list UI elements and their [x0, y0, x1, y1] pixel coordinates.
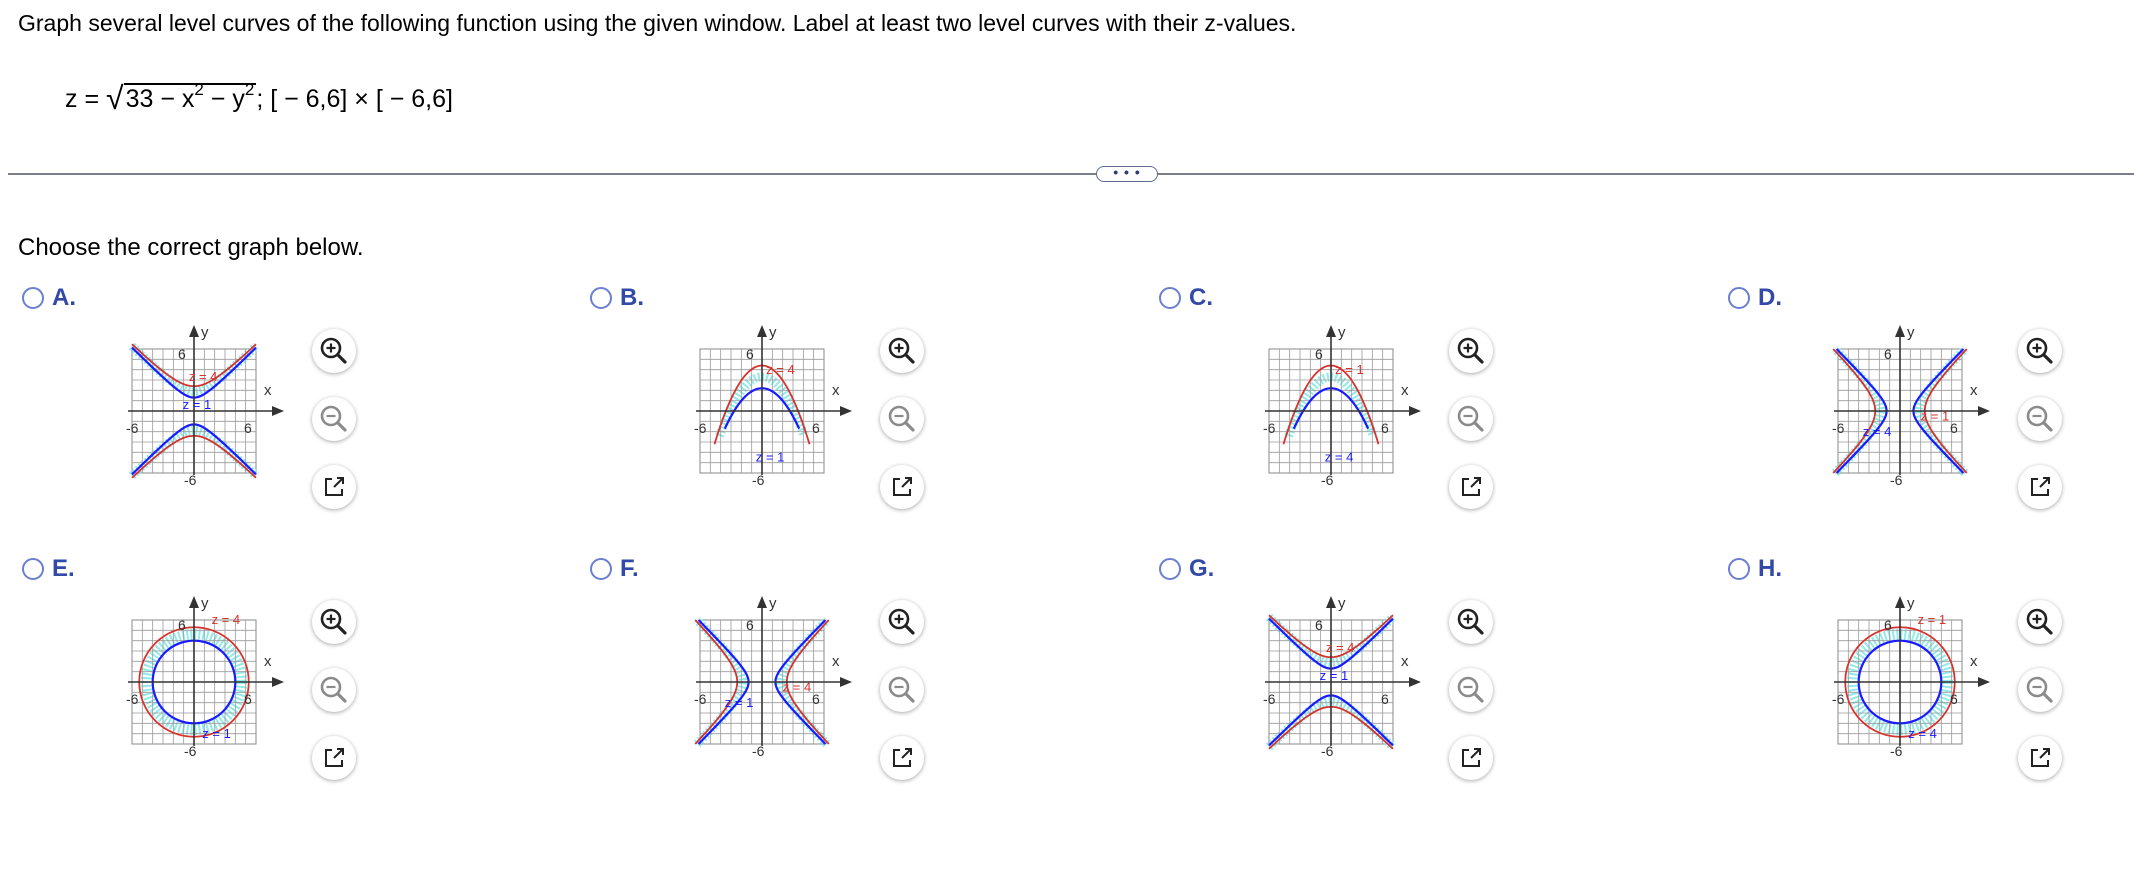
option-letter[interactable]: G. — [1189, 555, 1215, 582]
y-min-tick-label: -6 — [1321, 743, 1334, 758]
popout-icon — [880, 465, 924, 509]
zoom-out-icon — [1449, 668, 1493, 712]
popout-button[interactable] — [312, 465, 356, 509]
option-letter[interactable]: B. — [620, 284, 644, 311]
exponent-b: 2 — [244, 79, 255, 99]
zoom-out-icon — [880, 668, 924, 712]
option-letter[interactable]: A. — [52, 284, 76, 311]
x-max-tick-label: 6 — [1950, 691, 1958, 707]
inner-level-label: z = 4 — [1862, 423, 1892, 439]
x-max-tick-label: 6 — [1381, 420, 1389, 436]
y-max-tick-label: 6 — [178, 617, 186, 633]
outer-level-label: z = 4 — [782, 679, 812, 695]
option-radio-button[interactable] — [1159, 287, 1181, 309]
y-axis-label: y — [201, 595, 209, 612]
level-curve-graph — [94, 317, 284, 487]
option-radio-button[interactable] — [590, 558, 612, 580]
x-axis-label: x — [832, 382, 840, 399]
x-max-tick-label: 6 — [812, 420, 820, 436]
y-axis-label: y — [769, 595, 777, 612]
option-graph — [1800, 317, 1990, 487]
inner-level-label: z = 1 — [182, 396, 212, 412]
x-axis-label: x — [1970, 382, 1978, 399]
y-axis-label: y — [1907, 595, 1915, 612]
option-letter[interactable]: H. — [1758, 555, 1782, 582]
y-axis-label: y — [201, 324, 209, 341]
y-max-tick-label: 6 — [1884, 346, 1892, 362]
zoom-in-icon — [2018, 329, 2062, 373]
option-radio-button[interactable] — [22, 558, 44, 580]
zoom-out-button[interactable] — [880, 668, 924, 712]
y-axis-label: y — [1338, 595, 1346, 612]
popout-button[interactable] — [2018, 465, 2062, 509]
zoom-in-button[interactable] — [880, 329, 924, 373]
x-max-tick-label: 6 — [812, 691, 820, 707]
popout-button[interactable] — [880, 465, 924, 509]
zoom-out-icon — [2018, 397, 2062, 441]
popout-icon — [2018, 736, 2062, 780]
outer-level-label: z = 1 — [1335, 361, 1364, 377]
inner-level-label: z = 1 — [202, 725, 231, 741]
option-radio-button[interactable] — [1159, 558, 1181, 580]
zoom-out-button[interactable] — [1449, 397, 1493, 441]
radical-sign: √ — [106, 80, 124, 116]
inner-level-label: z = 1 — [755, 449, 785, 465]
x-axis-label: x — [832, 653, 840, 670]
inner-level-label: z = 4 — [1908, 725, 1937, 741]
zoom-in-icon — [880, 600, 924, 644]
zoom-in-icon — [880, 329, 924, 373]
x-min-tick-label: -6 — [694, 691, 707, 707]
x-axis-label: x — [1970, 653, 1978, 670]
zoom-out-icon — [1449, 397, 1493, 441]
zoom-in-button[interactable] — [2018, 600, 2062, 644]
popout-button[interactable] — [1449, 736, 1493, 780]
option-radio-button[interactable] — [1728, 287, 1750, 309]
zoom-in-icon — [1449, 600, 1493, 644]
zoom-in-button[interactable] — [880, 600, 924, 644]
x-min-tick-label: -6 — [1832, 691, 1845, 707]
y-min-tick-label: -6 — [1321, 472, 1334, 487]
y-axis-label: y — [769, 324, 777, 341]
level-curve-graph — [94, 588, 284, 758]
x-min-tick-label: -6 — [126, 420, 139, 436]
inner-level-label: z = 1 — [724, 694, 754, 710]
function-formula — [65, 78, 453, 115]
option-radio-button[interactable] — [590, 287, 612, 309]
popout-icon — [1449, 465, 1493, 509]
x-min-tick-label: -6 — [126, 691, 139, 707]
outer-level-label: z = 1 — [1920, 408, 1950, 424]
x-axis-label: x — [1401, 653, 1409, 670]
zoom-out-icon — [2018, 668, 2062, 712]
outer-level-label: z = 4 — [211, 612, 241, 628]
x-min-tick-label: -6 — [1263, 420, 1276, 436]
radicand-b: − y — [203, 85, 245, 113]
popout-button[interactable] — [2018, 736, 2062, 780]
zoom-out-icon — [312, 668, 356, 712]
x-axis-label: x — [1401, 382, 1409, 399]
popout-button[interactable] — [312, 736, 356, 780]
popout-icon — [312, 465, 356, 509]
radicand — [124, 79, 257, 113]
level-curve-graph — [1800, 588, 1990, 758]
zoom-out-button[interactable] — [2018, 397, 2062, 441]
level-curve-graph — [662, 317, 852, 487]
y-max-tick-label: 6 — [1315, 346, 1323, 362]
option-letter[interactable]: F. — [620, 555, 639, 582]
x-max-tick-label: 6 — [244, 420, 252, 436]
level-curve-graph — [1800, 317, 1990, 487]
zoom-out-button[interactable] — [1449, 668, 1493, 712]
window: ; [ − 6,6] × [ − 6,6] — [256, 85, 453, 113]
option-graph — [1231, 317, 1421, 487]
popout-icon — [880, 736, 924, 780]
y-min-tick-label: -6 — [1890, 472, 1903, 487]
zoom-out-icon — [312, 397, 356, 441]
radicand-a: 33 − x — [125, 85, 195, 113]
x-max-tick-label: 6 — [1950, 420, 1958, 436]
zoom-in-button[interactable] — [1449, 329, 1493, 373]
zoom-in-icon — [2018, 600, 2062, 644]
y-min-tick-label: -6 — [752, 472, 765, 487]
option-graph — [662, 317, 852, 487]
level-curve-graph — [1231, 588, 1421, 758]
y-max-tick-label: 6 — [746, 346, 754, 362]
zoom-out-button[interactable] — [312, 397, 356, 441]
y-max-tick-label: 6 — [746, 617, 754, 633]
exponent-a: 2 — [194, 79, 204, 99]
x-min-tick-label: -6 — [694, 420, 707, 436]
y-max-tick-label: 6 — [178, 346, 186, 362]
formula-lhs: z = — [65, 85, 100, 113]
inner-level-label: z = 4 — [1324, 449, 1354, 465]
option-letter[interactable]: D. — [1758, 284, 1782, 311]
outer-level-label: z = 4 — [1325, 640, 1355, 656]
x-axis-label: x — [264, 382, 272, 399]
y-min-tick-label: -6 — [752, 743, 765, 758]
divider — [8, 173, 2134, 175]
question-prompt: Choose the correct graph below. — [18, 234, 364, 261]
x-min-tick-label: -6 — [1263, 691, 1276, 707]
option-graph — [662, 588, 852, 758]
y-min-tick-label: -6 — [184, 472, 197, 487]
popout-icon — [1449, 736, 1493, 780]
level-curve-graph — [1231, 317, 1421, 487]
zoom-out-button[interactable] — [312, 668, 356, 712]
x-max-tick-label: 6 — [244, 691, 252, 707]
popout-icon — [312, 736, 356, 780]
option-letter[interactable]: C. — [1189, 284, 1213, 311]
y-min-tick-label: -6 — [1890, 743, 1903, 758]
outer-level-label: z = 1 — [1917, 612, 1947, 628]
zoom-in-button[interactable] — [2018, 329, 2062, 373]
option-graph — [1231, 588, 1421, 758]
option-radio-button[interactable] — [1728, 558, 1750, 580]
popout-button[interactable] — [1449, 465, 1493, 509]
y-axis-label: y — [1338, 324, 1346, 341]
y-axis-label: y — [1907, 324, 1915, 341]
y-max-tick-label: 6 — [1315, 617, 1323, 633]
option-letter[interactable]: E. — [52, 555, 75, 582]
zoom-in-button[interactable] — [312, 600, 356, 644]
option-graph — [94, 317, 284, 487]
outer-level-label: z = 4 — [766, 361, 795, 377]
zoom-in-button[interactable] — [1449, 600, 1493, 644]
level-curve-graph — [662, 588, 852, 758]
y-max-tick-label: 6 — [1884, 617, 1892, 633]
zoom-out-button[interactable] — [2018, 668, 2062, 712]
option-graph — [1800, 588, 1990, 758]
zoom-in-button[interactable] — [312, 329, 356, 373]
x-min-tick-label: -6 — [1832, 420, 1845, 436]
x-axis-label: x — [264, 653, 272, 670]
instructions: Graph several level curves of the following function using the given window. Label at least two level curves with their z-values. — [18, 10, 1297, 36]
expand-more-button[interactable]: • • • — [1096, 166, 1158, 182]
zoom-in-icon — [1449, 329, 1493, 373]
option-radio-button[interactable] — [22, 287, 44, 309]
option-graph — [94, 588, 284, 758]
outer-level-label: z = 4 — [188, 369, 218, 385]
zoom-in-icon — [312, 329, 356, 373]
popout-button[interactable] — [880, 736, 924, 780]
y-min-tick-label: -6 — [184, 743, 197, 758]
zoom-out-button[interactable] — [880, 397, 924, 441]
inner-level-label: z = 1 — [1319, 667, 1349, 683]
popout-icon — [2018, 465, 2062, 509]
zoom-in-icon — [312, 600, 356, 644]
x-max-tick-label: 6 — [1381, 691, 1389, 707]
zoom-out-icon — [880, 397, 924, 441]
